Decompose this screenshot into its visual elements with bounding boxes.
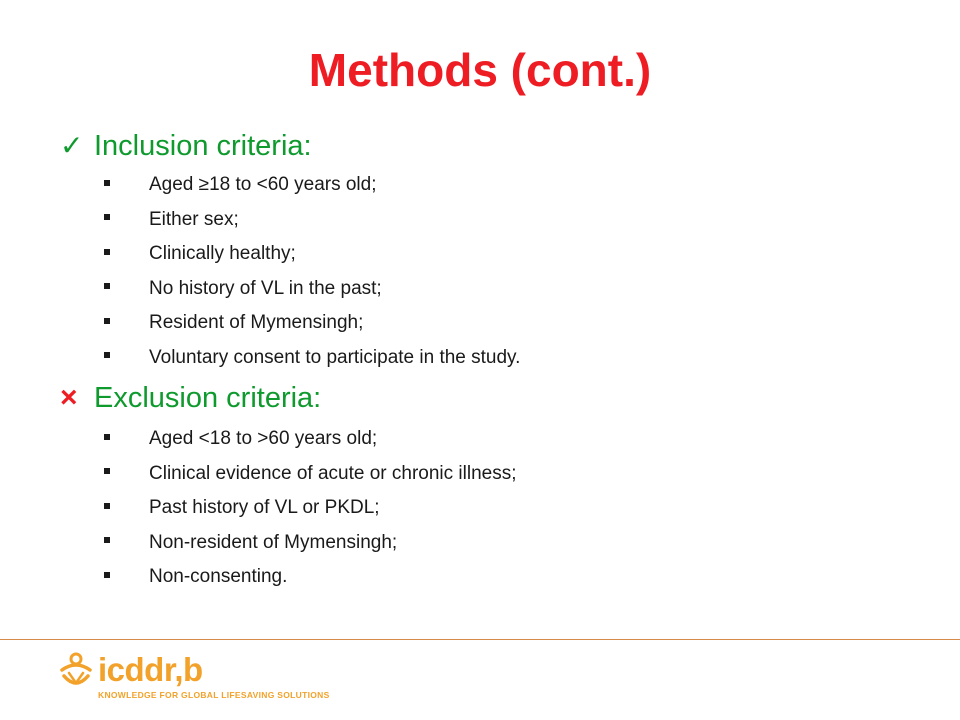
logo-name: icddr,b — [98, 651, 203, 688]
list-item-text: Either sex; — [149, 208, 239, 230]
list-item — [104, 274, 520, 309]
list-item — [104, 239, 520, 274]
square-bullet-icon — [104, 468, 110, 474]
square-bullet-icon — [104, 503, 110, 509]
list-item — [104, 308, 520, 343]
list-item-text: Resident of Mymensingh; — [149, 312, 364, 333]
list-item-text: No history of VL in the past; — [149, 277, 382, 299]
square-bullet-icon — [104, 572, 110, 578]
icddrb-emblem-icon — [58, 650, 94, 690]
slide-title: Methods (cont.) — [308, 44, 652, 96]
icddrb-logo — [58, 648, 330, 708]
list-item — [104, 205, 520, 240]
list-item — [104, 562, 517, 597]
list-item-text: Voluntary consent to participate in the study. — [149, 346, 521, 368]
list-item — [104, 459, 517, 494]
square-bullet-icon — [104, 537, 110, 543]
footer-divider — [0, 639, 960, 640]
square-bullet-icon — [104, 434, 110, 440]
list-item-text: Aged <18 to >60 years old; — [149, 428, 378, 449]
exclusion-list — [104, 424, 517, 597]
list-item-text: Aged ≥18 to <60 years old; — [149, 174, 377, 195]
list-item-text: Non-resident of Mymensingh; — [149, 531, 398, 553]
list-item — [104, 493, 517, 528]
square-bullet-icon — [104, 180, 110, 186]
square-bullet-icon — [104, 318, 110, 324]
list-item — [104, 528, 517, 563]
list-item-text: Non-consenting. — [149, 566, 288, 587]
cross-icon: × — [60, 381, 78, 414]
list-item-text: Clinically healthy; — [149, 243, 296, 264]
square-bullet-icon — [104, 214, 110, 220]
list-item — [104, 170, 520, 205]
square-bullet-icon — [104, 352, 110, 358]
list-item — [104, 424, 517, 459]
inclusion-list — [104, 170, 520, 377]
list-item — [104, 343, 520, 378]
exclusion-header — [60, 381, 321, 415]
inclusion-header — [60, 129, 312, 163]
inclusion-header-label: Inclusion criteria: — [94, 130, 312, 162]
square-bullet-icon — [104, 249, 110, 255]
list-item-text: Clinical evidence of acute or chronic illness; — [149, 462, 517, 484]
checkmark-icon: ✓ — [60, 130, 84, 161]
list-item-text: Past history of VL or PKDL; — [149, 497, 380, 518]
logo-tagline: KNOWLEDGE FOR GLOBAL LIFESAVING SOLUTIONS — [98, 690, 330, 700]
exclusion-header-label: Exclusion criteria: — [94, 382, 322, 414]
square-bullet-icon — [104, 283, 110, 289]
